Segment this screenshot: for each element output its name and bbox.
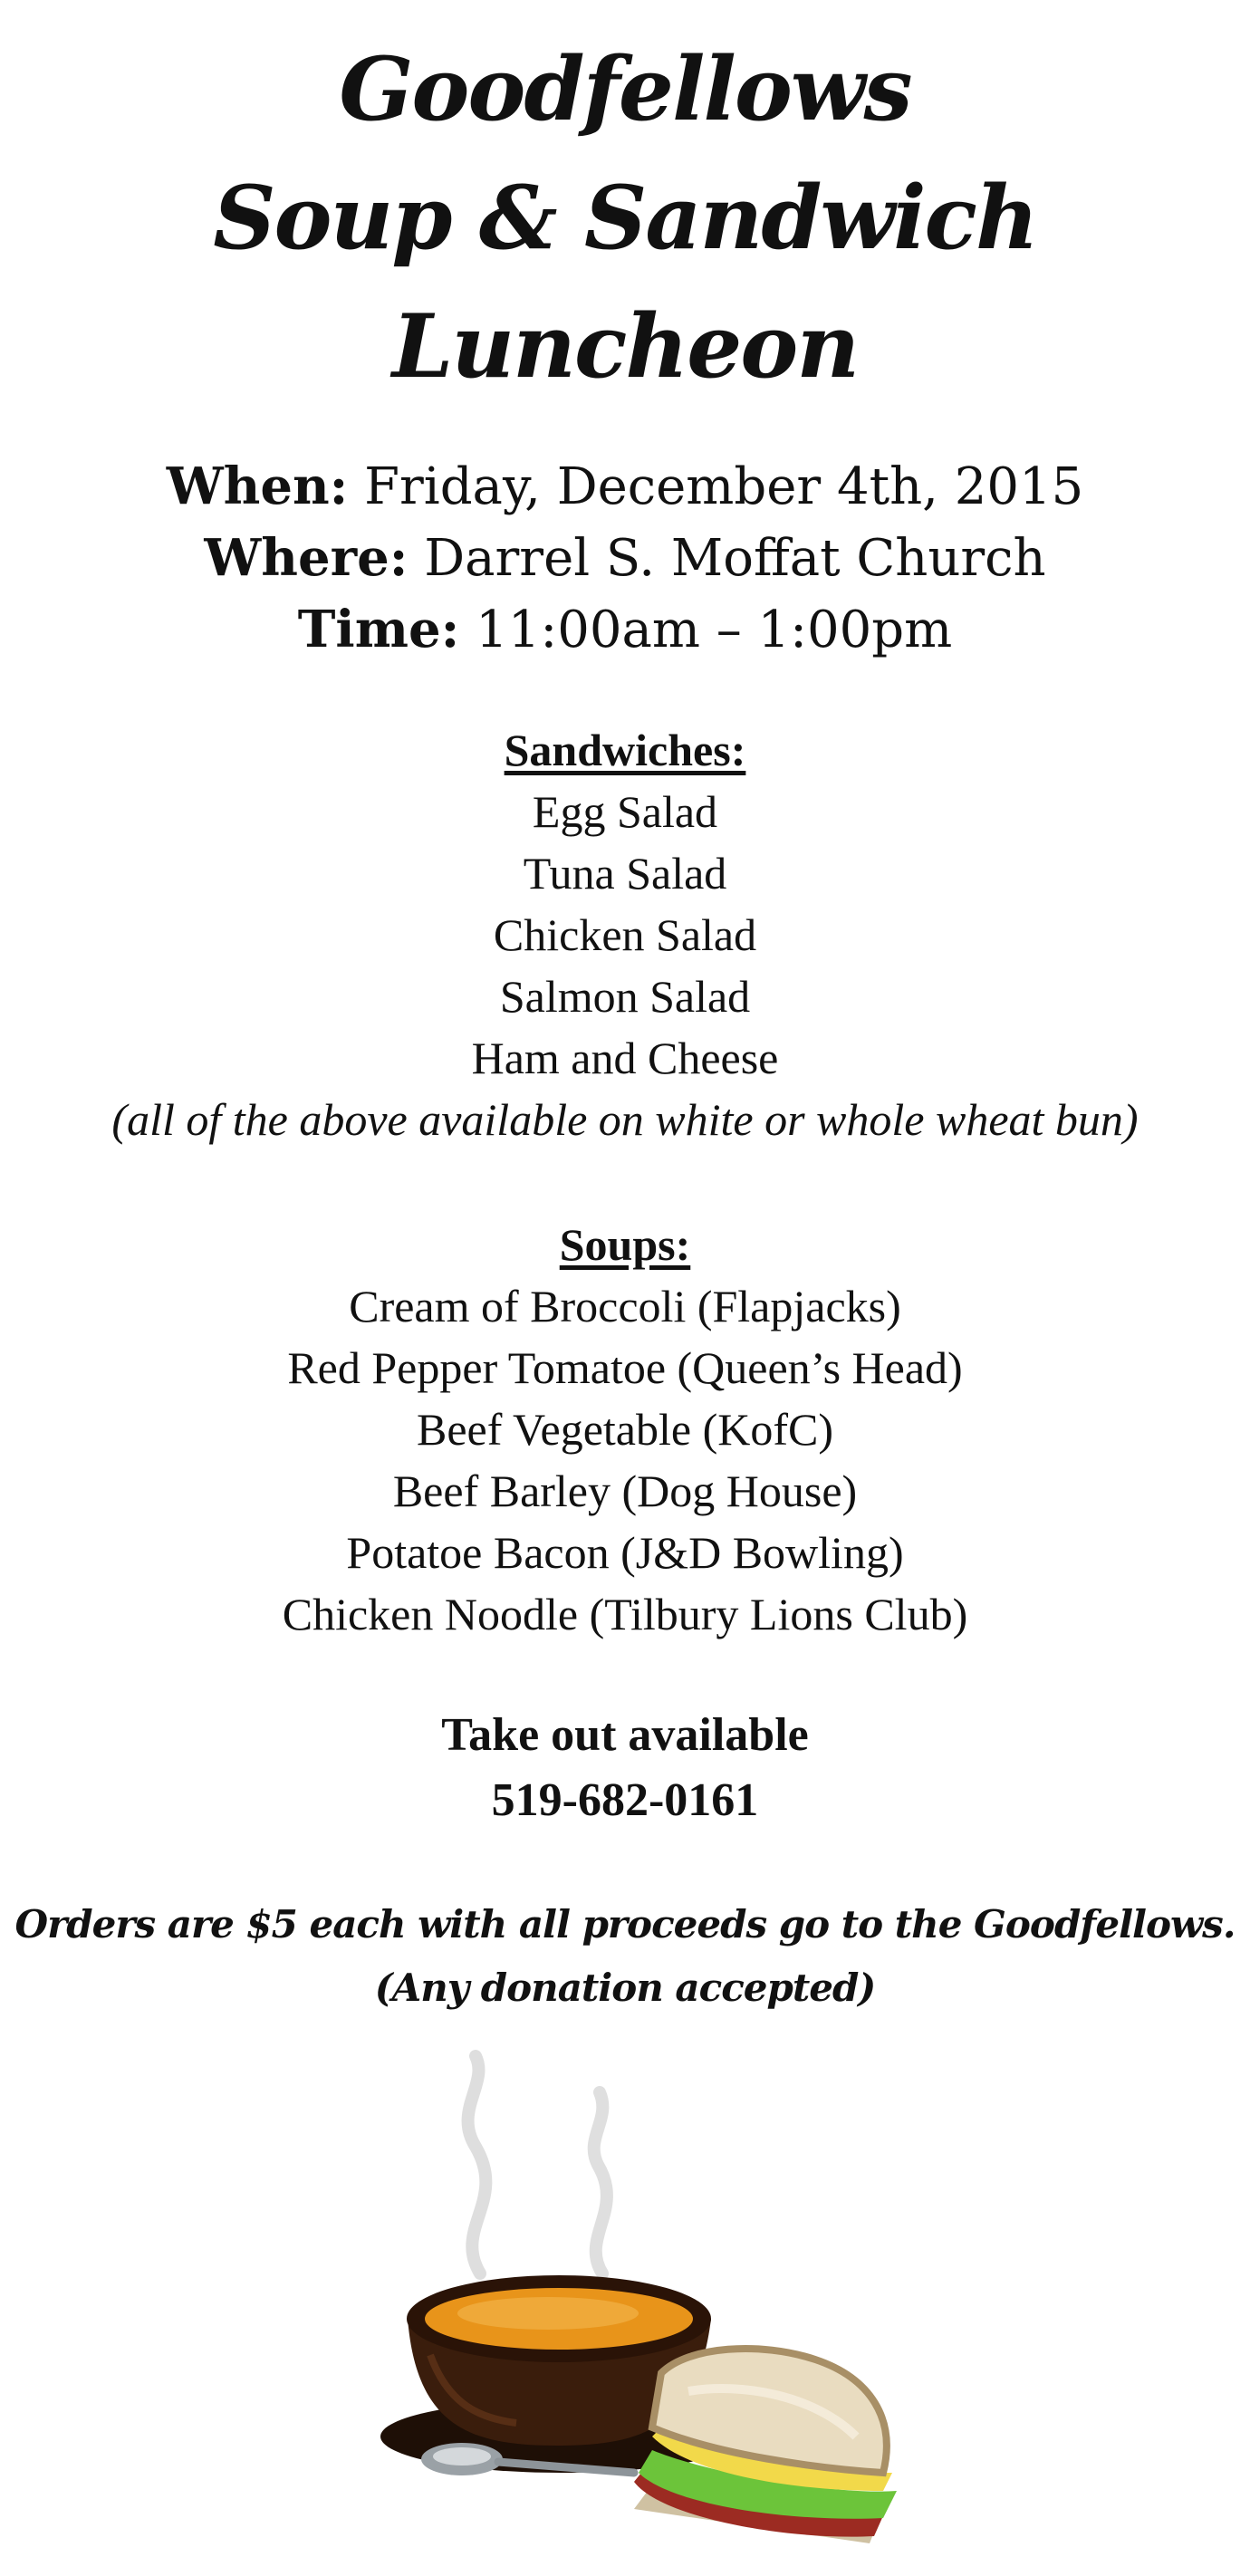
title-line-2: Soup & Sandwich bbox=[213, 167, 1037, 269]
title-line-3: Luncheon bbox=[391, 295, 859, 398]
when-label: When: bbox=[166, 457, 349, 516]
when-value: Friday, December 4th, 2015 bbox=[364, 457, 1084, 516]
soup-item: Red Pepper Tomatoe (Queen’s Head) bbox=[287, 1342, 963, 1393]
sandwich-item: Egg Salad bbox=[532, 786, 718, 837]
soups-section bbox=[0, 1214, 1250, 1645]
sandwiches-heading: Sandwiches: bbox=[504, 725, 746, 775]
orders-line-2: (Any donation accepted) bbox=[374, 1966, 876, 2010]
soup-item: Chicken Noodle (Tilbury Lions Club) bbox=[282, 1589, 968, 1639]
time-row bbox=[0, 594, 1250, 666]
where-value: Darrel S. Moffat Church bbox=[424, 529, 1046, 588]
takeout-phone: 519-682-0161 bbox=[491, 1774, 759, 1826]
steam-icon bbox=[468, 2056, 607, 2273]
soups-heading: Soups: bbox=[559, 1219, 691, 1270]
time-value: 11:00am – 1:00pm bbox=[476, 601, 953, 659]
sandwich-item: Ham and Cheese bbox=[471, 1033, 779, 1083]
sandwich-icon bbox=[634, 2349, 897, 2543]
where-label: Where: bbox=[204, 528, 409, 588]
where-row bbox=[0, 523, 1250, 594]
soup-item: Cream of Broccoli (Flapjacks) bbox=[349, 1281, 901, 1331]
soup-item: Beef Barley (Dog House) bbox=[392, 1466, 858, 1516]
sandwiches-note: (all of the above available on white or whole wheat bun) bbox=[111, 1094, 1139, 1145]
soup-item: Beef Vegetable (KofC) bbox=[416, 1404, 833, 1455]
when-row bbox=[0, 451, 1250, 523]
soup-sandwich-illustration bbox=[362, 2047, 924, 2554]
sandwich-item: Salmon Salad bbox=[499, 971, 751, 1022]
orders-line-1: Orders are $5 each with all proceeds go to the Goodfellows. bbox=[14, 1902, 1236, 1946]
time-label: Time: bbox=[297, 600, 460, 659]
sandwich-item: Chicken Salad bbox=[493, 909, 757, 960]
takeout-label: Take out available bbox=[441, 1709, 809, 1761]
sandwiches-section bbox=[0, 719, 1250, 1150]
event-details bbox=[0, 451, 1250, 666]
orders-block bbox=[0, 1893, 1250, 2020]
title-line-1: Goodfellows bbox=[339, 38, 911, 140]
soup-item: Potatoe Bacon (J&D Bowling) bbox=[346, 1527, 904, 1578]
flyer-title bbox=[0, 25, 1250, 411]
sandwich-item: Tuna Salad bbox=[523, 848, 727, 899]
takeout-block bbox=[0, 1703, 1250, 1833]
